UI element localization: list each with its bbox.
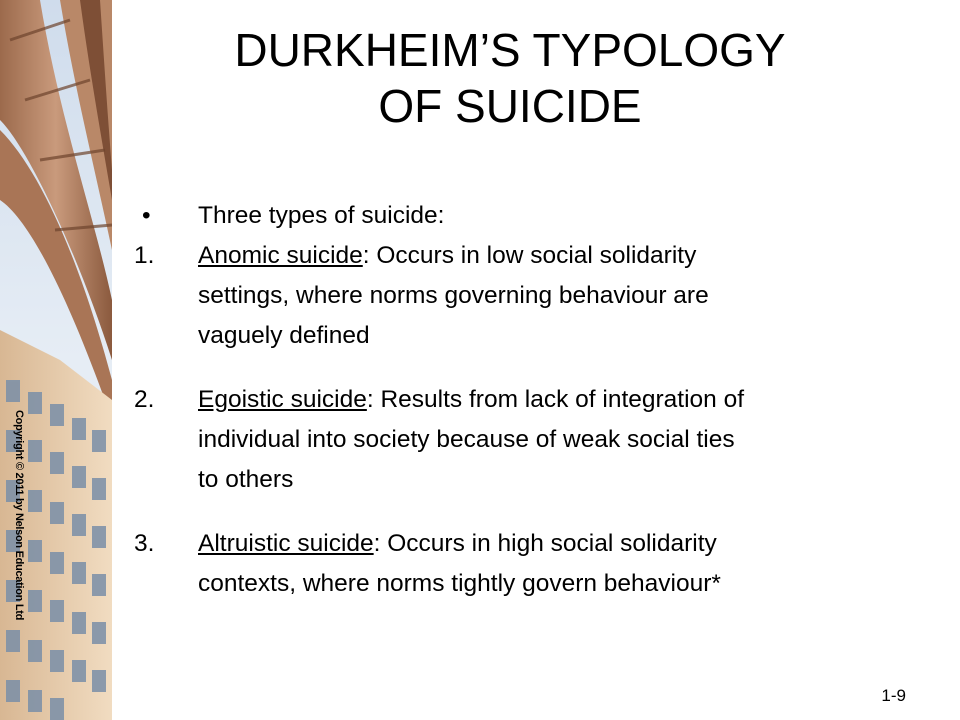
item-text-line: settings, where norms governing behaviour are — [198, 282, 709, 309]
item-number: 1. — [134, 242, 155, 269]
copyright-text: Copyright © 2011 by Nelson Education Ltd — [13, 410, 25, 621]
item-number: 2. — [134, 386, 155, 413]
item-text-line: : Occurs in low social solidarity — [362, 242, 697, 269]
copyright-notice — [11, 410, 25, 710]
title-line-2: OF SUICIDE — [378, 80, 642, 132]
term-altruistic-suicide: Altruistic suicide — [198, 530, 374, 557]
item-text-line: individual into society because of weak social ties — [198, 426, 735, 453]
slide-title — [130, 22, 890, 134]
list-item-altruistic — [134, 524, 934, 604]
term-egoistic-suicide: Egoistic suicide — [198, 386, 367, 413]
list-item-egoistic — [134, 380, 934, 500]
item-text-line: : Occurs in high social solidarity — [373, 530, 717, 557]
bullet-marker: • — [142, 202, 151, 229]
item-text-line: contexts, where norms tightly govern behaviour* — [198, 570, 721, 597]
list-item-anomic — [134, 236, 934, 356]
term-anomic-suicide: Anomic suicide — [198, 242, 363, 269]
title-line-1: DURKHEIM’S TYPOLOGY — [234, 24, 786, 76]
item-text-line: vaguely defined — [198, 322, 370, 349]
item-number: 3. — [134, 530, 155, 557]
item-text-line: : Results from lack of integration of — [366, 386, 745, 413]
intro-bullet — [134, 196, 934, 236]
page-number: 1-9 — [881, 686, 906, 705]
intro-text: Three types of suicide: — [198, 202, 445, 229]
slide-body — [134, 196, 934, 604]
item-text-line: to others — [198, 466, 294, 493]
